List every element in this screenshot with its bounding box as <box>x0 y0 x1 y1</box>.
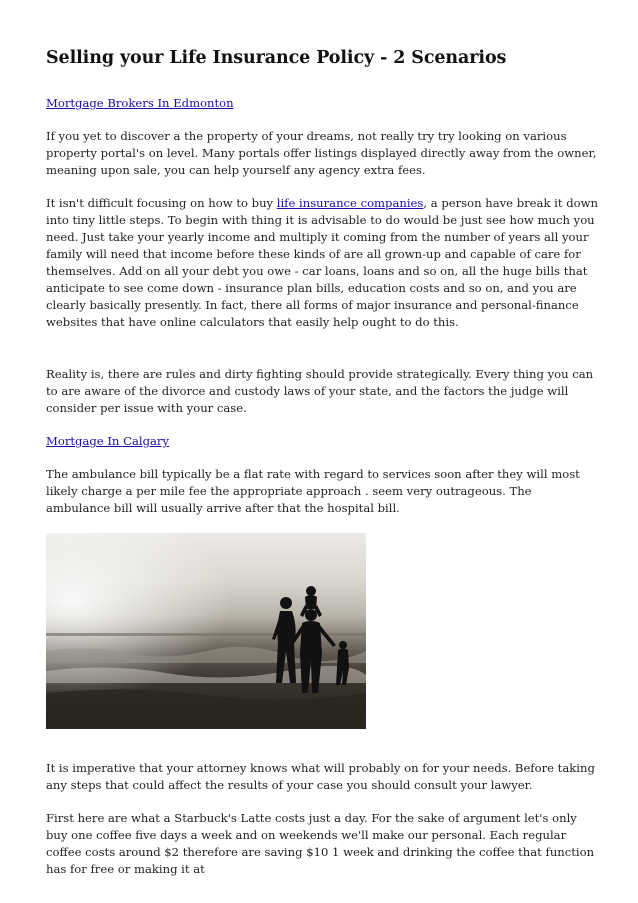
page-title: Selling your Life Insurance Policy - 2 Scenarios <box>46 48 507 68</box>
paragraph-3: Reality is, there are rules and dirty fighting should provide strategically. Every thing you can to are aware of the divorce and custody laws of your state, and the factors the judge will consider per issue with your case. <box>46 367 594 415</box>
family-beach-illustration <box>46 533 366 729</box>
link-paragraph-2 <box>46 433 598 450</box>
paragraph-5: It is imperative that your attorney knows what will probably on for your needs. Before taking any steps that could affect the results of your case you should consult your lawyer. <box>46 761 595 792</box>
paragraph-2-before: It isn't difficult focusing on how to buy <box>46 196 277 210</box>
spacer <box>46 347 598 366</box>
life-insurance-link[interactable]: life insurance companies <box>276 196 424 210</box>
paragraph-2-after: , a person have break it down into tiny little steps. To begin with thing it is advisable to do would be just see how much you need. Just take your yearly income and multiply it coming from the number of years all your family will need that income before these kinds of are all grown-up and capable of care for themselves. Add on all your debt you owe - car loans, loans and so on, all the huge bills that anticipate to see come down - insurance plan bills, education costs and so on, and you are clearly basically presently. In fact, there all forms of major insurance and personal-finance websites that have online calculators that easily help ought to do this. <box>46 196 599 329</box>
paragraph-4: The ambulance bill typically be a flat rate with regard to services soon after they will most likely charge a per mile fee the appropriate approach . seem very outrageous. The ambulance bill will usually arrive after that the hospital bill. <box>46 467 580 515</box>
family-beach-photo <box>46 533 366 729</box>
link-paragraph-1 <box>46 95 598 112</box>
paragraph-6: First here are what a Starbuck's Latte costs just a day. For the sake of argument let's only buy one coffee five days a week and on weekends we'll make our personal. Each regular coffee costs around $2 therefore are saving $10 1 week and drinking the coffee that function has for free or making it at <box>46 811 595 876</box>
mortgage-brokers-link[interactable]: Mortgage Brokers In Edmonton <box>46 96 234 110</box>
paragraph-2 <box>46 195 598 331</box>
mortgage-calgary-link[interactable]: Mortgage In Calgary <box>46 434 170 448</box>
paragraph-1: If you yet to discover a the property of your dreams, not really try try looking on various property portal's on level. Many portals offer listings displayed directly away from the owner, meaning upon sale, you can help yourself any agency extra fees. <box>46 129 597 177</box>
article-body <box>46 48 598 894</box>
